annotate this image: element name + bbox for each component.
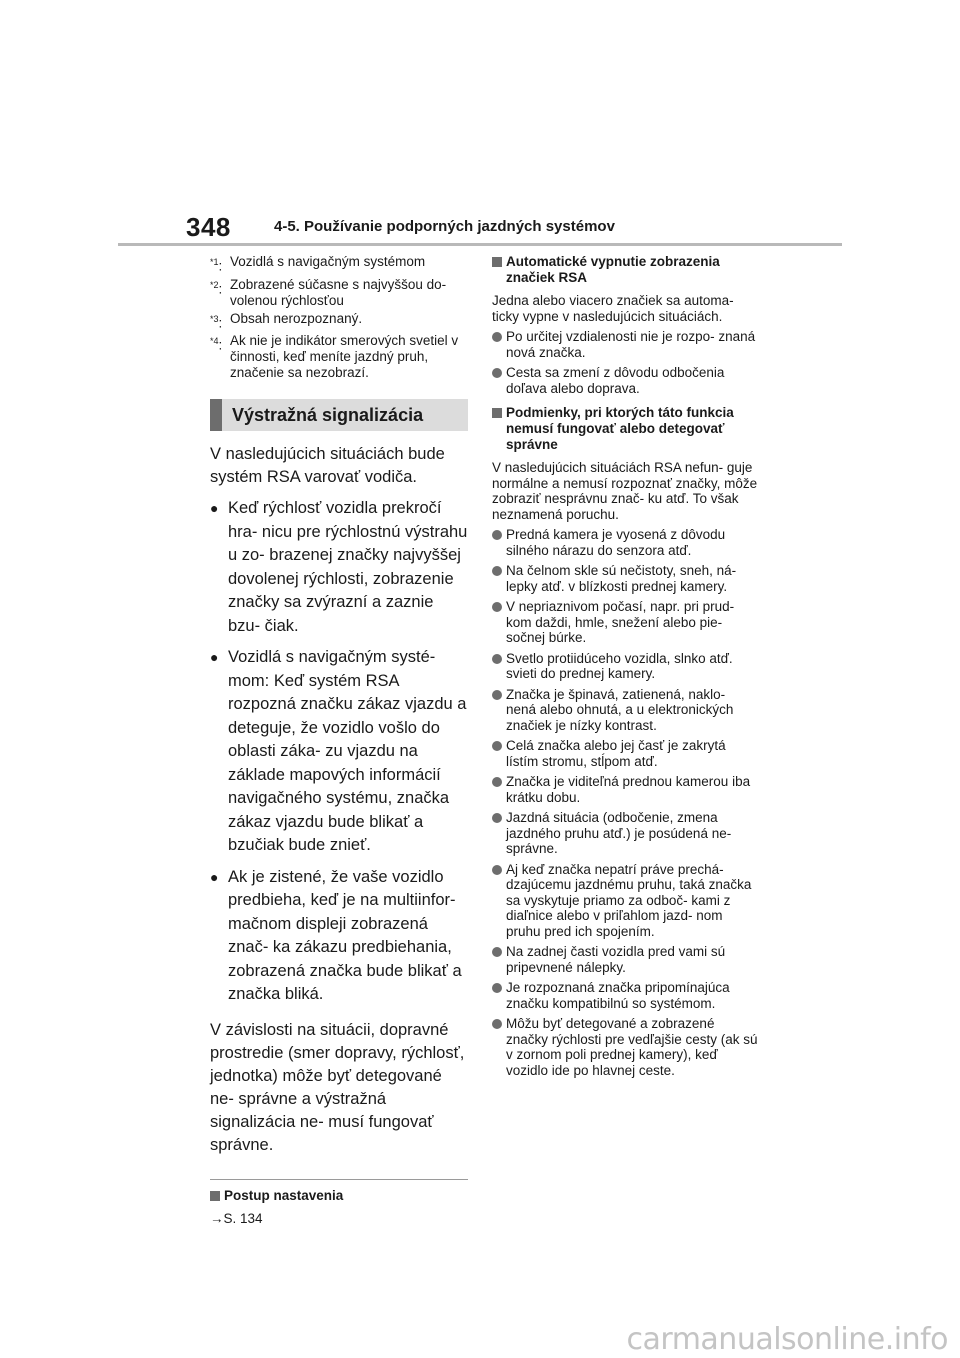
- bullet-icon: [492, 602, 502, 612]
- bullet-icon: [492, 813, 502, 823]
- bullet-icon: ●: [210, 500, 219, 516]
- bullet-icon: ●: [210, 649, 219, 665]
- page-header: [0, 0, 960, 246]
- header-divider: [118, 243, 842, 246]
- list-item: Na zadnej časti vozidla pred vami sú pripevnené nálepky.: [492, 944, 758, 975]
- watermark: carmanualsonline.info: [626, 1322, 948, 1357]
- bullet-icon: [492, 777, 502, 787]
- footnote: [210, 333, 468, 381]
- list-item: Cesta sa zmení z dôvodu odbočenia doľava alebo doprava.: [492, 365, 758, 396]
- footnote: [210, 254, 468, 275]
- section-divider: [210, 1179, 468, 1180]
- left-column: [210, 254, 468, 1227]
- warning-heading-box: [210, 399, 468, 431]
- list-item: V nepriaznivom počasí, napr. pri prud- kom daždi, hmle, snežení alebo pie- sočnej búrke.: [492, 599, 758, 646]
- square-bullet-icon: [492, 408, 502, 418]
- outro-paragraph: V závislosti na situácii, dopravné prostredie (smer dopravy, rýchlosť, jednotka) môže byť detegované ne- správne a výstražná signalizácia ne- musí fungovať správne.: [210, 1020, 465, 1154]
- list-item: Jazdná situácia (odbočenie, zmena jazdného pruhu atď.) je posúdená ne- správne.: [492, 810, 758, 857]
- footnote-mark: $^{*2}$:: [210, 279, 223, 296]
- footnote-text: Ak nie je indikátor smerových svetiel v činnosti, keď meníte jazdný pruh, značenie sa nezobrazí.: [230, 333, 459, 380]
- bullet-icon: [492, 368, 502, 378]
- footnote-mark: $^{*3}$:: [210, 313, 223, 330]
- list-item: Je rozpoznaná značka pripomínajúca značku kompatibilnú so systémom.: [492, 980, 758, 1011]
- footnote: [210, 311, 468, 332]
- page-reference-link[interactable]: →S. 134: [210, 1210, 263, 1226]
- conditions-heading: Podmienky, pri ktorých táto funkcia nemusí fungovať alebo detegovať správne: [492, 405, 758, 453]
- footnote-text: Vozidlá s navigačným systémom: [230, 254, 426, 269]
- list-item-text: Ak je zistené, že vaše vozidlo predbieha, keď je na multiinfor- mačnom displeji zobrazená znač- ka zákazu predbiehania, zobrazená značka bude blikať a značka bliká.: [228, 867, 462, 1003]
- square-bullet-icon: [210, 1191, 220, 1201]
- list-item: Aj keď značka nepatrí práve prechá- dzajúcemu jazdnému pruhu, taká značka sa vyskytuje priamo za odboč- kami z diaľnice alebo v priľahlom jazd- nom pruhu pred ich spojením.: [492, 862, 758, 940]
- footnote-mark: $^{*1}$:: [210, 257, 223, 274]
- list-item: Predná kamera je vyosená z dôvodu silného nárazu do senzora atď.: [492, 527, 758, 558]
- section-title: 4-5. Používanie podporných jazdných systémov: [274, 218, 615, 235]
- bullet-icon: [492, 332, 502, 342]
- footnote-text: Zobrazené súčasne s najvyššou do- volenou rýchlosťou: [230, 276, 447, 308]
- list-item: Značka je špinavá, zatienená, naklo- nená alebo ohnutá, a u elektronických značiek je nízky kontrast.: [492, 687, 758, 734]
- footnote: [210, 277, 468, 309]
- footnote-mark: $^{*4}$:: [210, 336, 223, 353]
- list-item: Na čelnom skle sú nečistoty, sneh, ná- lepky atď. v blízkosti prednej kamery.: [492, 563, 758, 594]
- list-item: Celá značka alebo jej časť je zakrytá lístím stromu, stĺpom atď.: [492, 738, 758, 769]
- bullet-icon: [492, 530, 502, 540]
- list-item-text: Keď rýchlosť vozidla prekročí hra- nicu pre rýchlostnú výstrahu u zo- brazenej značky najvyššej dovolenej rýchlosti, zobrazenie značky sa zvýrazní a zaznie bzu- čiak.: [228, 499, 468, 635]
- bullet-icon: [492, 566, 502, 576]
- bullet-icon: [492, 865, 502, 875]
- auto-off-heading: Automatické vypnutie zobrazenia značiek RSA: [492, 254, 758, 286]
- bullet-icon: [492, 741, 502, 751]
- list-item: Značka je viditeľná prednou kamerou iba krátku dobu.: [492, 774, 758, 805]
- list-item-text: Vozidlá s navigačným systé- mom: Keď systém RSA rozpozná značku zákaz vjazdu a deteguje, že vozidlo vošlo do oblasti záka- zu vjazdu na základe mapových informácií navigačného systému, značka zákaz vjazdu bude blikať a bzučiak bude znieť.: [228, 648, 467, 854]
- list-item: [210, 646, 468, 858]
- right-column: [492, 254, 758, 1078]
- bullet-icon: [492, 690, 502, 700]
- setting-heading: Postup nastavenia: [210, 1188, 468, 1204]
- page-number: 348: [186, 212, 231, 242]
- bullet-icon: [492, 947, 502, 957]
- list-item: [210, 866, 468, 1007]
- bullet-icon: [492, 654, 502, 664]
- footnote-text: Obsah nerozpoznaný.: [230, 310, 363, 326]
- list-item: [210, 497, 468, 638]
- conditions-paragraph: V nasledujúcich situáciách RSA nefun- guje normálne a nemusí rozpoznať značky, môže zobraziť nesprávnu znač- ku atď. To však neznamená poruchu.: [492, 460, 758, 522]
- square-bullet-icon: [492, 257, 502, 267]
- list-item: Po určitej vzdialenosti nie je rozpo- znaná nová značka.: [492, 329, 758, 360]
- bullet-icon: [492, 983, 502, 993]
- warning-heading: Výstražná signalizácia: [232, 404, 424, 425]
- list-item: Svetlo protiidúceho vozidla, slnko atď. svieti do prednej kamery.: [492, 651, 758, 682]
- list-item: Môžu byť detegované a zobrazené značky rýchlosti pre vedľajšie cesty (ak sú v zornom poli prednej kamery), keď vozidlo ide po hlavnej ceste.: [492, 1016, 758, 1078]
- intro-paragraph: V nasledujúcich situáciách bude systém RSA varovať vodiča.: [210, 445, 445, 486]
- auto-off-paragraph: Jedna alebo viacero značiek sa automa- ticky vypne v nasledujúcich situáciách.: [492, 293, 734, 324]
- page-footer: [0, 1318, 960, 1358]
- bullet-icon: ●: [210, 868, 219, 885]
- bullet-icon: [492, 1019, 502, 1029]
